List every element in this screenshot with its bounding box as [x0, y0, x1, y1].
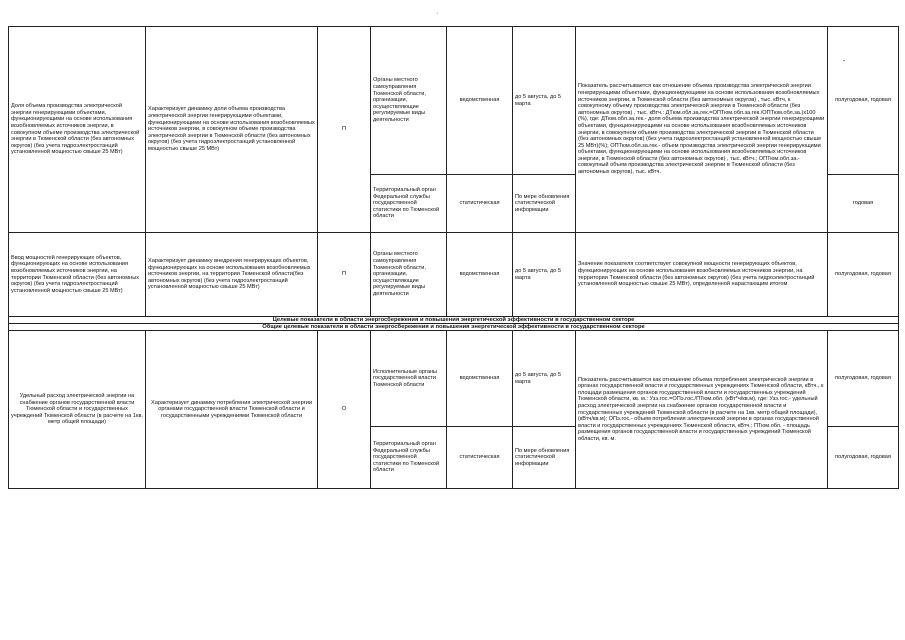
type-cell: П	[318, 27, 371, 233]
period-cell: полугодовая, годовая	[828, 427, 899, 489]
characteristic-cell: Характеризует динамику внедрения генерирующих объектов, функционирующих на основе использования возобновляемых источников энергии, на территории Тюменской области(без автономных округов) (без учета гидроэлектростанций установленной мощностью свыше 25 МВт)	[146, 233, 318, 317]
stray-dash: -	[843, 58, 846, 65]
section-row	[9, 317, 899, 324]
type-cell: О	[318, 331, 371, 489]
deadline-cell: По мере обновления статистической информации	[513, 175, 576, 233]
source-cell: Органы местного самоуправления Тюменской области, организации, осуществляющие регулируемые виды деятельности	[371, 27, 447, 175]
method-cell: Показатель рассчитывается как отношение объема производства электрической энергии генерирующими объектами, функционирующими на основе использования возобновляемых источников энергии, в Тюменской области (без автономных округов) , тыс. кВтч, к совокупному объему производства электрической энергии в Тюменской области (без автономных округов) , тыс. кВтч.: ДТюм.обл.за.гек.=ОПТюм.обл.за.гек./ОПТюм.обл.за.)х100 (%), где: ДТюм.обл.за.гек.- доля объема производства электрической энергии генерирующими объектами, функционирующими на основе использования возобновляемых источников энергии, в совокупном объеме производства электрической энергии в Тюменской области (без автономных округов) (без учета гидроэлектростанций установленной мощностью свыше 25 МВт)(%); ОПТюм.обл.за.гек.- объем производства электрической энергии генерирующими объектами, функционирующими на основе использования возобновляемых источников энергии, в Тюменской области (без автономных округов) , тыс. кВтч.; ОПТюм.обл.за.- совокупный объем производства электрической энергии в Тюменской области (без автономных округов), тыс. кВтч.	[576, 27, 828, 233]
period-cell: полугодовая, годовая	[828, 27, 899, 175]
deadline-cell: до 5 августа, до 5 марта	[513, 331, 576, 427]
characteristic-cell: Характеризует динамику потребления электрической энергии органами государственной власти Тюменской области и государственными учреждениями Тюменской области	[146, 331, 318, 489]
section-row	[9, 324, 899, 331]
stray-dot: ·	[436, 10, 439, 17]
characteristic-cell: Характеризует динамику доли объема производства электрической энергии генерирующими объектами, функционирующими на основе использования возобновляемых источников энергии, в совокупном объеме производства электрической энергии в Тюменской области (без автономных округов) (без учета гидроэлектростанций установленной мощностью свыше 25 МВт)	[146, 27, 318, 233]
form-cell: статистическая	[447, 175, 513, 233]
period-cell: годовая	[828, 175, 899, 233]
section-title: Целевые показатели в области энергосбережения и повышения энергетической эффективности в государственном секторе	[9, 317, 899, 324]
form-cell: ведомственная	[447, 27, 513, 175]
table-row	[9, 27, 899, 175]
form-cell: ведомственная	[447, 233, 513, 317]
table-row	[9, 331, 899, 427]
type-cell: П	[318, 233, 371, 317]
source-cell: Исполнительные органы государственной власти Тюменской области	[371, 331, 447, 427]
form-cell: статистическая	[447, 427, 513, 489]
method-cell: Значение показателя соответствует совокупной мощности генерирующих объектов, функционирующих на основе использования возобновляемых источников энергии, на территории Тюменской области (без автономных округов) (без учета гидроэлектростанций установленной мощностью свыше 25 МВт), определенной нарастающим итогом	[576, 233, 828, 317]
form-cell: ведомственная	[447, 331, 513, 427]
indicator-cell: Удельный расход электрической энергии на снабжение органов государственной власти Тюменской области и государственных учреждений Тюменской области (в расчете на 1кв. метр общей площади)	[9, 331, 146, 489]
method-cell: Показатель рассчитывается как отношение объема потребления электрической энергии в органах государственной власти и государственных учреждениях Тюменской области, кВтч., к площади размещения органов государственной власти и государственных учреждений Тюменской области, кв. м.: Узэ.гос.=ОПэ.гос./ПТюм.обл. (кВт*ч/кв.м), где: Узэ.гос.- удельный расход электрической энергии на снабжение органов государственной власти и государственных учреждений Тюменской области (в расчете на 1кв. метр общей площади), (кВтч/кв.м); ОПэ.гос.- объем потребления электрической энергии в органах государственной власти и государственных учреждениях Тюменской области, кВтч.; ПТюм.обл. - площадь размещения органов государственной власти и государственных учреждений Тюменской области, кв. м.	[576, 331, 828, 489]
deadline-cell: до 5 августа, до 5 марта	[513, 233, 576, 317]
deadline-cell: По мере обновления статистической информации	[513, 427, 576, 489]
period-cell: полугодовая, годовая	[828, 233, 899, 317]
source-cell: Территориальный орган Федеральной службы государственной статистики по Тюменской области	[371, 175, 447, 233]
table-row	[9, 233, 899, 317]
deadline-cell: до 5 августа, до 5 марта	[513, 27, 576, 175]
indicator-cell: Доля объема производства электрической энергии генерирующими объектами, функционирующими на основе использования возобновляемых источников энергии, в совокупном объеме производства электрической энергии в Тюменской области (без автономных округов) (без учета гидроэлектростанций установленной мощностью свыше 25 МВт)	[9, 27, 146, 233]
indicator-cell: Ввод мощностей генерирующих объектов, функционирующих на основе использования возобновляемых источников энергии, на территории Тюменской области (без автономных округов) (без учета гидроэлектростанций установленной мощностью свыше 25 МВт)	[9, 233, 146, 317]
source-cell: Территориальный орган Федеральной службы государственной статистики по Тюменской области	[371, 427, 447, 489]
source-cell: Органы местного самоуправления Тюменской области, организации, осуществляющие регулируемые виды деятельности	[371, 233, 447, 317]
section-subtitle: Общие целевые показатели в области энергосбережения и повышения энергетической эффективности в государственном секторе	[9, 324, 899, 331]
indicators-table	[8, 26, 899, 489]
period-cell: полугодовая, годовая	[828, 331, 899, 427]
